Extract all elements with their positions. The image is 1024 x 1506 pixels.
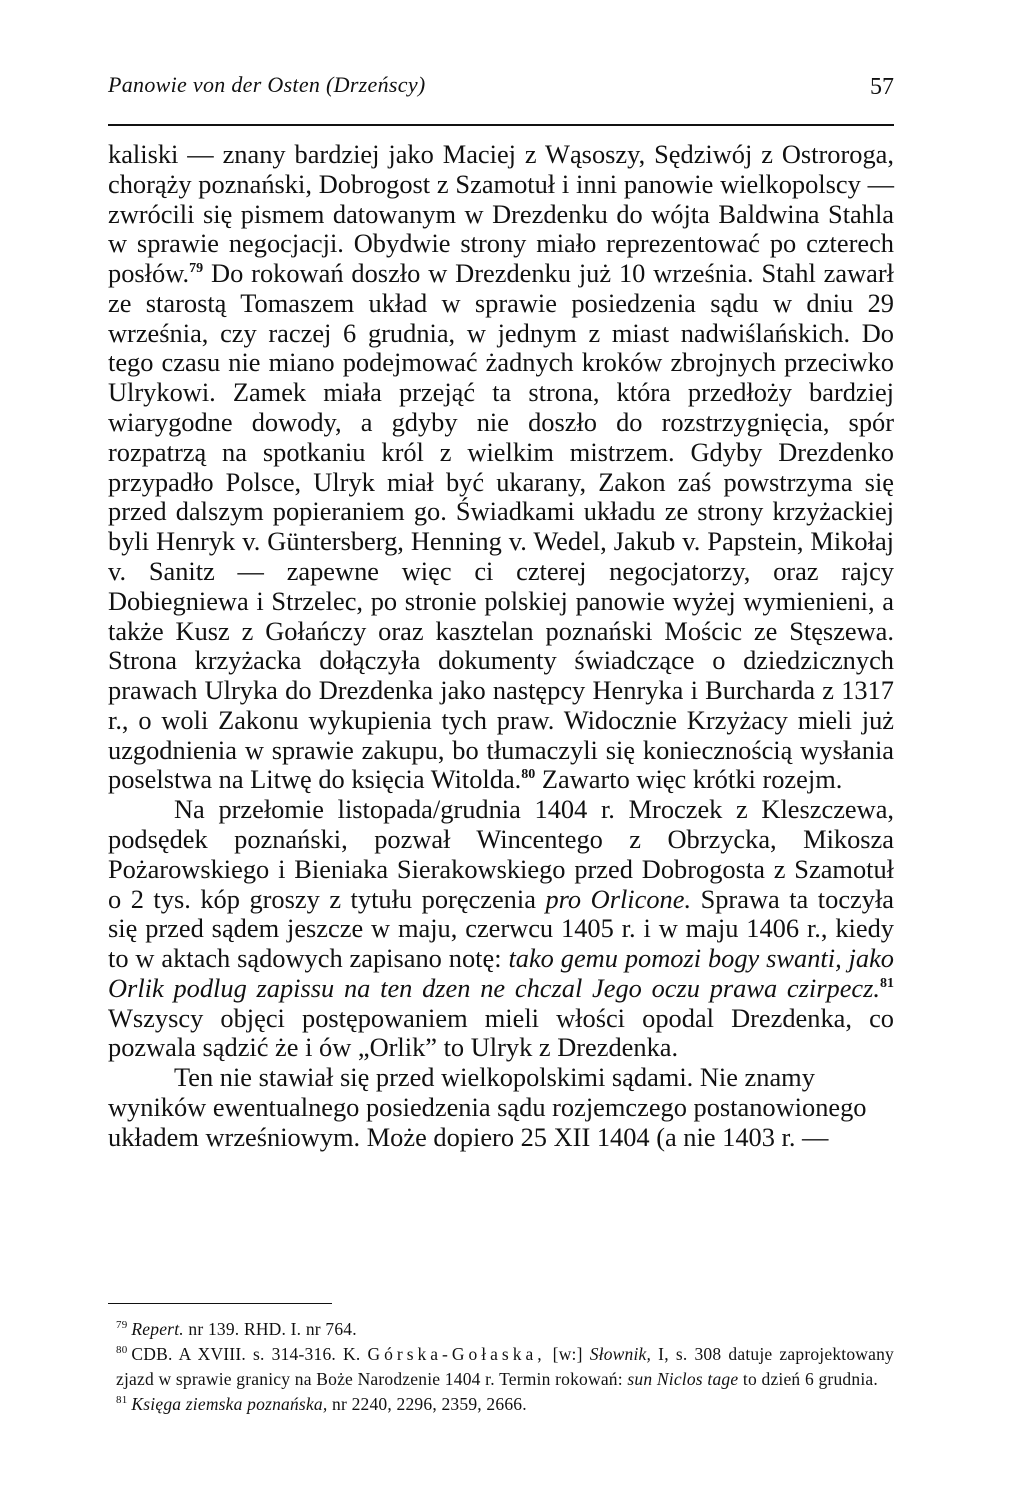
footnote-ref-80: 80: [521, 767, 536, 783]
footnote-text: CDB. A XVIII. s. 314-316. K.: [131, 1344, 368, 1364]
footnote-text: nr 139. RHD. I. nr 764.: [183, 1319, 357, 1339]
footnote-divider: [108, 1303, 332, 1304]
paragraph-1-text-a: kaliski — znany bardziej jako Maciej z Wąsoszy, Sędziwój z Ostroroga, chorąży poznański, Dobrogost z Szamotuł i inni panowie wielkopolscy — zwrócili się pismem datowanym w Drezdenku do wójta Baldwina Stahla w sprawie negocjacji. Obydwie strony miało reprezentować po czterech posłów.: [108, 139, 894, 289]
footnote-number: 79: [116, 1319, 128, 1332]
paragraph-2-text-a: Na przełomie listopada/grudnia 1404 r. Mroczek z Kleszczewa, podsędek poznański, pozwał Wincentego z Obrzycka, Mikosza Pożarowskiego i Bieniaka Sierakowskiego przed Dobrogosta z Szamotuł o 2 tys. kóp groszy z tytułu poręczenia: [108, 794, 894, 914]
footnote-ref-81: 81: [880, 976, 894, 992]
footnote-italic: Księga ziemska poznańska,: [131, 1394, 328, 1414]
paragraph-2-text-c: Wszyscy objęci postępowaniem mieli włości opodal Drezdenka, co pozwala sądzić że i ów „Orlik” to Ulryk z Drezdenka.: [108, 1002, 894, 1063]
footnote-italic: sun Niclos tage: [627, 1369, 739, 1389]
page-number: 57: [870, 74, 894, 100]
paragraph-3: Ten nie stawiał się przed wielkopolskimi sądami. Nie znamy wyników ewentualnego posiedzenia sądu rozjemczego postanowionego układem wrześniowym. Może dopiero 25 XII 1404 (a nie 1403 r. —: [108, 1062, 867, 1152]
footnote-ref-79: 79: [189, 261, 204, 277]
running-title: Panowie von der Osten (Drzeńscy): [108, 72, 426, 97]
footnote-author: Górska-Gołaska,: [367, 1344, 546, 1364]
footnote-text: I, s. 308 datuje zaprojektowany zjazd w sprawie granicy na Boże Narodzenie 1404 r. Termin rokowań:: [116, 1344, 894, 1389]
footnote-italic: Repert.: [131, 1319, 184, 1339]
footnotes: [116, 1317, 894, 1417]
footnote-italic: Słownik,: [589, 1344, 652, 1364]
paragraph-1: [108, 140, 894, 795]
footnote-number: 80: [116, 1344, 128, 1357]
paragraph-1-text-c: Zawarto więc krótki rozejm.: [535, 764, 843, 795]
paragraph-2: [108, 795, 894, 1063]
footnote-80: [116, 1342, 894, 1392]
footnote-81: [116, 1392, 894, 1417]
footnote-text: nr 2240, 2296, 2359, 2666.: [327, 1394, 527, 1414]
court-note-quote: tako gemu pomozi bogy swanti, jako Orlik podlug zapissu na ten dzen ne chczal Jego oczu prawa czirpecz.: [108, 943, 894, 1003]
body-text: [108, 140, 894, 1153]
paragraph-2-text-b: Sprawa ta toczyła się przed sądem jeszcze w maju, czerwcu 1405 r. i w maju 1406 r., kiedy to w aktach sądowych zapisano notę:: [108, 883, 894, 974]
footnote-79: [116, 1317, 894, 1342]
running-header: [108, 70, 894, 126]
latin-quote: pro Orlicone.: [545, 883, 692, 914]
footnote-text: [w:]: [545, 1344, 590, 1364]
paragraph-1-text-b: Do rokowań doszło w Drezdenku już 10 września. Stahl zawarł ze starostą Tomaszem układ w sprawie posiedzenia sądu w dniu 29 września, czy raczej 6 grudnia, w jednym z miast nadwiślańskich. Do tego czasu nie miano podejmować żadnych kroków zbrojnych przeciwko Ulrykowi. Zamek miała przejąć ta strona, która przedłoży bardziej wiarygodne dowody, a gdyby nie doszło do rozstrzygnięcia, spór rozpatrzą na spotkaniu król z wielkim mistrzem. Gdyby Drezdenko przypadło Polsce, Ulryk miał być ukarany, Zakon zaś powstrzyma się przed dalszym popieraniem go. Świadkami układu ze strony krzyżackiej byli Henryk v. Güntersberg, Henning v. Wedel, Jakub v. Papstein, Mikołaj v. Sanitz — zapewne więc ci czterej negocjatorzy, oraz rajcy Dobiegniewa i Strzelec, po stronie polskiej panowie wyżej wymienieni, a także Kusz z Gołańczy oraz kasztelan poznański Mościc ze Stęszewa. Strona krzyżacka dołączyła dokumenty świadczące o dziedzicznych prawach Ulryka do Drezdenka jako następcy Henryka i Burcharda z 1317 r., o woli Zakonu wykupienia tych praw. Widocznie Krzyżacy mieli już uzgodnienia w sprawie zakupu, bo tłumaczyli się koniecznością wysłania poselstwa na Litwę do księcia Witolda.: [108, 258, 894, 795]
footnote-text: to dzień 6 grudnia.: [738, 1369, 878, 1389]
footnote-number: 81: [116, 1394, 128, 1407]
